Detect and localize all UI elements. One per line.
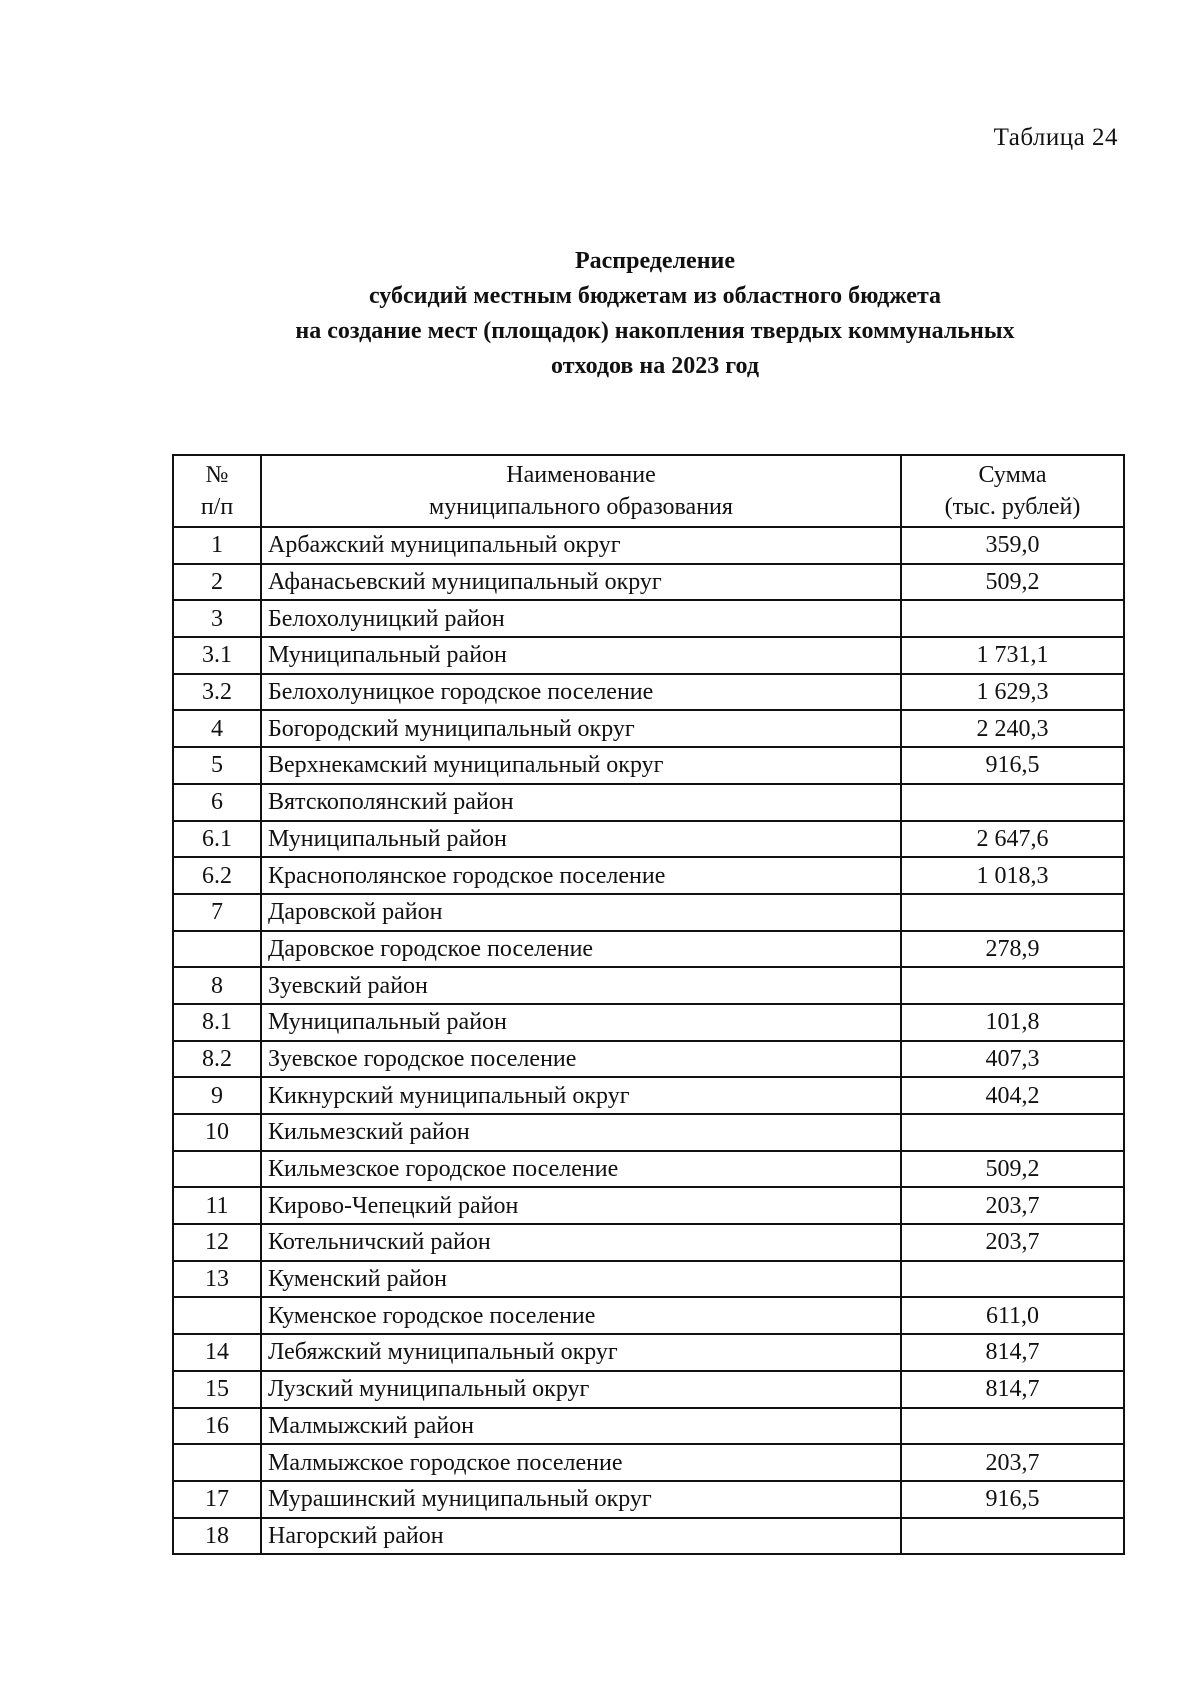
row-number-cell — [173, 1444, 261, 1481]
row-number-cell: 7 — [173, 894, 261, 931]
title-line: на создание мест (площадок) накопления твердых коммунальных — [295, 318, 1015, 344]
column-header-number — [173, 455, 261, 527]
amount-cell — [901, 1408, 1124, 1445]
table-row — [173, 894, 1124, 931]
amount-cell: 203,7 — [901, 1187, 1124, 1224]
column-header-line: Сумма — [978, 462, 1047, 488]
table-row — [173, 637, 1124, 674]
amount-cell: 203,7 — [901, 1224, 1124, 1261]
table-row — [173, 857, 1124, 894]
table-row — [173, 1334, 1124, 1371]
table-row — [173, 931, 1124, 968]
municipality-name-cell: Лебяжский муниципальный округ — [261, 1334, 901, 1371]
row-number-cell: 12 — [173, 1224, 261, 1261]
municipality-name-cell: Зуевский район — [261, 967, 901, 1004]
municipality-name-cell: Краснополянское городское поселение — [261, 857, 901, 894]
row-number-cell: 3 — [173, 600, 261, 637]
municipality-name-cell: Кикнурский муниципальный округ — [261, 1077, 901, 1114]
row-number-cell: 4 — [173, 710, 261, 747]
document-title — [160, 244, 1150, 384]
table-body — [173, 527, 1124, 1554]
municipality-name-cell: Малмыжский район — [261, 1408, 901, 1445]
table-row — [173, 1261, 1124, 1298]
row-number-cell: 15 — [173, 1371, 261, 1408]
table-row — [173, 1444, 1124, 1481]
row-number-cell: 16 — [173, 1408, 261, 1445]
municipality-name-cell: Малмыжское городское поселение — [261, 1444, 901, 1481]
municipality-name-cell: Верхнекамский муниципальный округ — [261, 747, 901, 784]
amount-cell: 814,7 — [901, 1334, 1124, 1371]
municipality-name-cell: Лузский муниципальный округ — [261, 1371, 901, 1408]
table-row — [173, 527, 1124, 564]
table-row — [173, 1518, 1124, 1555]
amount-cell: 509,2 — [901, 1151, 1124, 1188]
table-row — [173, 600, 1124, 637]
row-number-cell: 18 — [173, 1518, 261, 1555]
amount-cell — [901, 1518, 1124, 1555]
amount-cell — [901, 600, 1124, 637]
table-row — [173, 1481, 1124, 1518]
row-number-cell: 6 — [173, 784, 261, 821]
amount-cell: 1 629,3 — [901, 674, 1124, 711]
table-row — [173, 1408, 1124, 1445]
table-row — [173, 747, 1124, 784]
table-row — [173, 1077, 1124, 1114]
row-number-cell — [173, 931, 261, 968]
row-number-cell: 13 — [173, 1261, 261, 1298]
amount-cell: 101,8 — [901, 1004, 1124, 1041]
amount-cell — [901, 967, 1124, 1004]
amount-cell: 916,5 — [901, 747, 1124, 784]
row-number-cell: 11 — [173, 1187, 261, 1224]
table-row — [173, 1371, 1124, 1408]
row-number-cell: 3.2 — [173, 674, 261, 711]
municipality-name-cell: Даровское городское поселение — [261, 931, 901, 968]
amount-cell: 1 018,3 — [901, 857, 1124, 894]
amount-cell: 916,5 — [901, 1481, 1124, 1518]
row-number-cell — [173, 1297, 261, 1334]
municipality-name-cell: Зуевское городское поселение — [261, 1041, 901, 1078]
title-line: отходов на 2023 год — [551, 353, 759, 379]
amount-cell: 278,9 — [901, 931, 1124, 968]
table-row — [173, 1187, 1124, 1224]
table-row — [173, 564, 1124, 601]
title-line: субсидий местным бюджетам из областного бюджета — [368, 283, 942, 309]
municipality-name-cell: Арбажский муниципальный округ — [261, 527, 901, 564]
table-row — [173, 1004, 1124, 1041]
amount-cell: 2 647,6 — [901, 821, 1124, 858]
municipality-name-cell: Вятскополянский район — [261, 784, 901, 821]
amount-cell — [901, 894, 1124, 931]
municipality-name-cell: Муниципальный район — [261, 1004, 901, 1041]
table-row — [173, 1114, 1124, 1151]
column-header-line: Наименование — [506, 462, 656, 488]
municipality-name-cell: Белохолуницкий район — [261, 600, 901, 637]
column-header-name — [261, 455, 901, 527]
subsidy-table — [172, 454, 1125, 1555]
municipality-name-cell: Кильмезский район — [261, 1114, 901, 1151]
amount-cell: 611,0 — [901, 1297, 1124, 1334]
row-number-cell: 14 — [173, 1334, 261, 1371]
amount-cell: 509,2 — [901, 564, 1124, 601]
row-number-cell: 3.1 — [173, 637, 261, 674]
municipality-name-cell: Котельничский район — [261, 1224, 901, 1261]
amount-cell: 359,0 — [901, 527, 1124, 564]
row-number-cell: 6.1 — [173, 821, 261, 858]
column-header-sum — [901, 455, 1124, 527]
table-row — [173, 1041, 1124, 1078]
municipality-name-cell: Афанасьевский муниципальный округ — [261, 564, 901, 601]
row-number-cell: 8.1 — [173, 1004, 261, 1041]
municipality-name-cell: Куменское городское поселение — [261, 1297, 901, 1334]
amount-cell: 2 240,3 — [901, 710, 1124, 747]
column-header-line: п/п — [200, 494, 234, 520]
row-number-cell: 6.2 — [173, 857, 261, 894]
municipality-name-cell: Нагорский район — [261, 1518, 901, 1555]
row-number-cell: 10 — [173, 1114, 261, 1151]
table-row — [173, 1224, 1124, 1261]
column-header-line: (тыс. рублей) — [944, 494, 1081, 520]
municipality-name-cell: Кирово-Чепецкий район — [261, 1187, 901, 1224]
municipality-name-cell: Богородский муниципальный округ — [261, 710, 901, 747]
municipality-name-cell: Муниципальный район — [261, 821, 901, 858]
amount-cell: 1 731,1 — [901, 637, 1124, 674]
row-number-cell: 1 — [173, 527, 261, 564]
row-number-cell: 2 — [173, 564, 261, 601]
table-row — [173, 674, 1124, 711]
municipality-name-cell: Кильмезское городское поселение — [261, 1151, 901, 1188]
row-number-cell: 9 — [173, 1077, 261, 1114]
amount-cell — [901, 1261, 1124, 1298]
table-label: Таблица 24 — [993, 124, 1118, 151]
amount-cell — [901, 784, 1124, 821]
table-row — [173, 1297, 1124, 1334]
row-number-cell: 8 — [173, 967, 261, 1004]
row-number-cell: 5 — [173, 747, 261, 784]
row-number-cell: 17 — [173, 1481, 261, 1518]
table-row — [173, 784, 1124, 821]
municipality-name-cell: Куменский район — [261, 1261, 901, 1298]
municipality-name-cell: Белохолуницкое городское поселение — [261, 674, 901, 711]
row-number-cell: 8.2 — [173, 1041, 261, 1078]
title-line: Распределение — [574, 248, 736, 274]
column-header-line: № — [205, 462, 229, 488]
table-row — [173, 1151, 1124, 1188]
municipality-name-cell: Даровской район — [261, 894, 901, 931]
column-header-line: муниципального образования — [429, 494, 733, 520]
municipality-name-cell: Мурашинский муниципальный округ — [261, 1481, 901, 1518]
amount-cell: 407,3 — [901, 1041, 1124, 1078]
table-row — [173, 710, 1124, 747]
amount-cell: 814,7 — [901, 1371, 1124, 1408]
table-row — [173, 821, 1124, 858]
amount-cell — [901, 1114, 1124, 1151]
table-row — [173, 967, 1124, 1004]
table-header-row — [173, 455, 1124, 527]
amount-cell: 203,7 — [901, 1444, 1124, 1481]
municipality-name-cell: Муниципальный район — [261, 637, 901, 674]
amount-cell: 404,2 — [901, 1077, 1124, 1114]
row-number-cell — [173, 1151, 261, 1188]
